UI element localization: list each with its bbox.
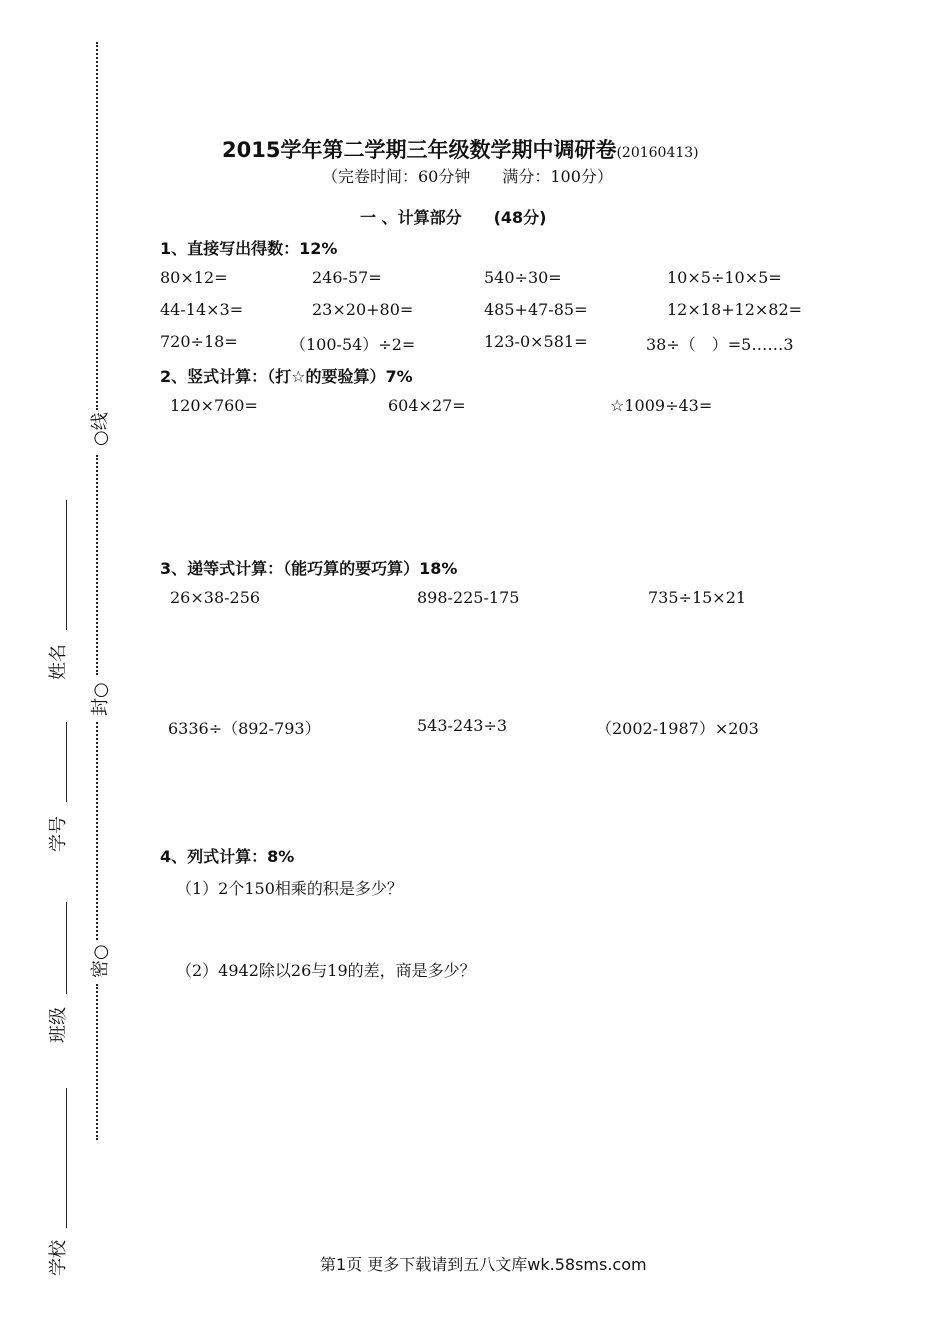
- q1-title: 1、直接写出得数：12%: [160, 239, 338, 258]
- q1-item: 12×18+12×82=: [667, 300, 803, 319]
- q3-title: 3、递等式计算：（能巧算的要巧算）18%: [160, 559, 458, 578]
- section-heading: 一 、计算部分 (48分): [360, 208, 547, 227]
- q1-item: （100-54）÷2=: [290, 335, 416, 354]
- school-label: 学校: [48, 1240, 69, 1276]
- binding-dotted-line-mid: [96, 455, 98, 675]
- q1-item: 80×12=: [160, 268, 228, 287]
- q4-item: （1）2个150相乘的积是多少？: [176, 879, 403, 898]
- q2-item: 120×760=: [170, 396, 258, 415]
- class-field-line[interactable]: [66, 902, 67, 994]
- title-code: (20160413): [616, 145, 699, 161]
- binding-dotted-line-top: [96, 42, 98, 410]
- q1-item: 246-57=: [312, 268, 382, 287]
- exam-info: （完卷时间：60分钟 满分：100分）: [322, 167, 613, 186]
- binding-dotted-line-mid2: [96, 722, 98, 940]
- q1-item: 10×5÷10×5=: [667, 268, 782, 287]
- q2-title: 2、竖式计算：（打☆的要验算）7%: [160, 367, 413, 386]
- q4-item: （2）4942除以26与19的差，商是多少？: [176, 961, 476, 980]
- q1-item: 23×20+80=: [312, 300, 414, 319]
- q3-item: 26×38-256: [170, 588, 261, 607]
- id-label: 学号: [48, 816, 69, 852]
- q2-item: ☆1009÷43=: [610, 396, 713, 415]
- q3-item: （2002-1987）×203: [596, 719, 759, 738]
- q1-item: 44-14×3=: [160, 300, 244, 319]
- q3-item: 735÷15×21: [648, 588, 747, 607]
- q3-item: 898-225-175: [417, 588, 520, 607]
- title-text: 2015学年第二学期三年级数学期中调研卷: [222, 138, 617, 162]
- class-label: 班级: [48, 1007, 69, 1043]
- q1-item: 485+47-85=: [484, 300, 588, 319]
- binding-line-label: ○线: [90, 412, 111, 446]
- q1-item: 720÷18=: [160, 332, 238, 351]
- page-title: [222, 134, 699, 164]
- binding-seal-label: 封○: [90, 682, 111, 716]
- q1-item: 123-0×581=: [484, 332, 588, 351]
- q1-item: 540÷30=: [484, 268, 562, 287]
- page-footer: 第1页 更多下载请到五八文库wk.58sms.com: [320, 1255, 647, 1274]
- q3-item: 6336÷（892-793）: [168, 719, 321, 738]
- q2-item: 604×27=: [388, 396, 466, 415]
- school-field-line[interactable]: [66, 1088, 67, 1228]
- q3-item: 543-243÷3: [417, 716, 508, 735]
- name-label: 姓名: [48, 644, 69, 680]
- binding-secret-label: 密○: [90, 944, 111, 978]
- binding-dotted-line-bottom: [96, 984, 98, 1140]
- q1-item: 38÷（ ）=5……3: [646, 335, 794, 354]
- id-field-line[interactable]: [66, 722, 67, 802]
- name-field-line[interactable]: [66, 500, 67, 630]
- q4-title: 4、列式计算：8%: [160, 847, 295, 866]
